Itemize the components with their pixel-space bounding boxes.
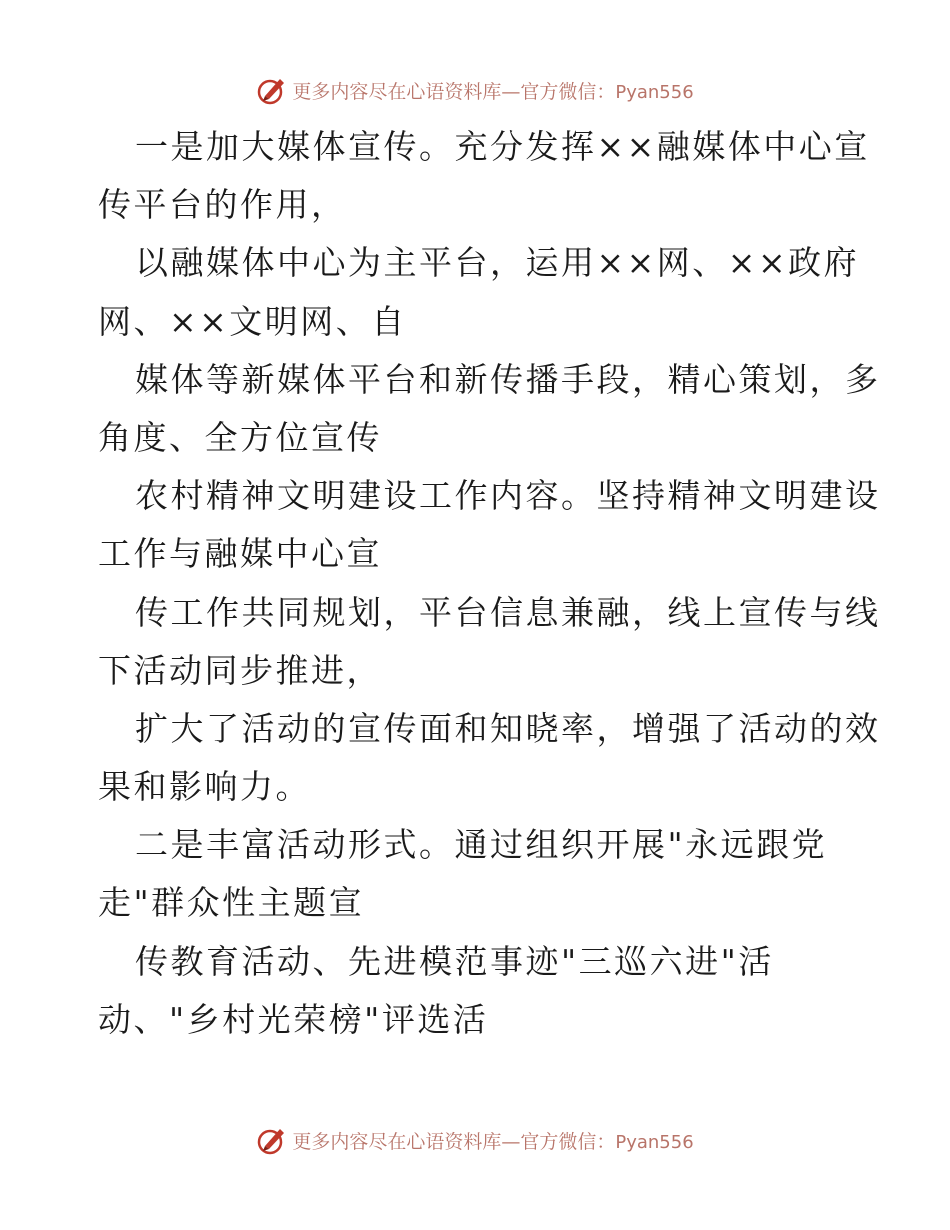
- text-line: 工作与融媒中心宣: [98, 534, 382, 574]
- text-line: 扩大了活动的宣传面和知晓率，增强了活动的效: [135, 708, 881, 748]
- text-line: 媒体等新媒体平台和新传播手段，精心策划，多: [135, 359, 881, 399]
- header-banner: [0, 70, 950, 110]
- text-line: 果和影响力。: [98, 767, 311, 807]
- document-body: [98, 118, 881, 1049]
- pen-logo-icon: [256, 1124, 288, 1156]
- footer-banner: [0, 1120, 950, 1160]
- text-line: 走"群众性主题宣: [98, 883, 365, 923]
- text-line: 传工作共同规划，平台信息兼融，线上宣传与线: [135, 592, 881, 632]
- text-line: 二是丰富活动形式。通过组织开展"永远跟党: [135, 825, 828, 865]
- text-line: 传平台的作用，: [98, 185, 347, 225]
- text-line: 农村精神文明建设工作内容。坚持精神文明建设: [135, 476, 881, 516]
- text-line: 传教育活动、先进模范事迹"三巡六进"活: [135, 941, 774, 981]
- banner-text: 更多内容尽在心语资料库—官方微信：Pyan556: [292, 1130, 694, 1153]
- pen-logo-icon: [256, 74, 288, 106]
- text-line: 一是加大媒体宣传。充分发挥××融媒体中心宣: [135, 127, 870, 166]
- text-line: 网、××文明网、自: [98, 301, 407, 341]
- text-line: 下活动同步推进，: [98, 650, 382, 690]
- text-line: 以融媒体中心为主平台，运用××网、××政府: [135, 243, 860, 283]
- text-line: 角度、全方位宣传: [98, 417, 382, 457]
- text-line: 动、"乡村光荣榜"评选活: [98, 999, 489, 1039]
- banner-text: 更多内容尽在心语资料库—官方微信：Pyan556: [292, 80, 694, 103]
